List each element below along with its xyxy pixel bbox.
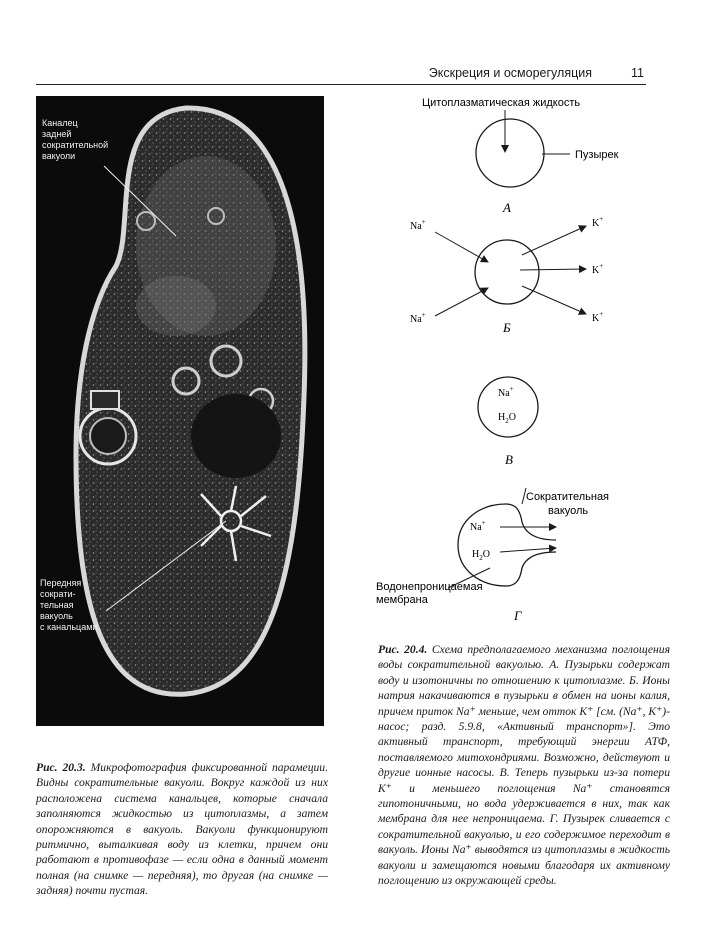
caption-text: Схема предполагаемого механизма поглощения воды сократительной вакуолью. А. Пузырьки содержат воду и изотоничны по отношению к цитоплазме. Б. Ионы натрия накачиваются в пузырьки в обмен на ионы калия, причем приток Na⁺ меньше, чем отток K⁺ [см. (Na⁺, K⁺)-насос; разд. 5.9.8, «Активный транспорт»]. Это активный транспорт, требующий энергии АТФ, поставляемого митохондриями. Возможно, действуют и другие ионные насосы. В. Теперь пузырьки из-за потери K⁺ и меньшего поглощения Na⁺ становятся гипотоничными, но вода удерживается в них, так как мембрана для нее непроницаема. Г. Пузырек сливается с сократительной вакуолью, и его содержимое переходит в вакуоль. Ионы Na⁺ выводятся из цитоплазмы в жидкость вакуоли и замещаются новыми благодаря их активному поглощению из окружающей среды. bbox=[378, 643, 670, 888]
arrow-water-out bbox=[500, 548, 556, 552]
label-vesicle: Пузырек bbox=[575, 149, 619, 161]
label-line: тельная bbox=[40, 600, 74, 610]
panel-g bbox=[376, 488, 609, 623]
label-line: сократительной bbox=[42, 140, 109, 150]
page-number: 11 bbox=[631, 66, 644, 80]
arrow-k-out-top bbox=[522, 226, 586, 255]
ion-na: Na+ bbox=[470, 519, 486, 533]
ion-k-middle: K+ bbox=[592, 262, 604, 276]
page-header bbox=[36, 64, 646, 85]
label-line: с канальцами bbox=[40, 622, 98, 632]
label-line: вакуоль bbox=[40, 611, 73, 621]
arrow-na-in-bottom bbox=[435, 288, 488, 316]
panel-b bbox=[410, 215, 603, 335]
caption-label: Рис. 20.4. bbox=[378, 643, 428, 656]
vesicle-circle bbox=[475, 240, 539, 304]
caption-fig-20-3 bbox=[36, 760, 328, 899]
label-membrane-line1: Водонепроницаемая bbox=[376, 581, 483, 593]
caption-text: Микрофотография фиксированной парамеции. Видны сократительные вакуоли. Вокруг каждой из них расположена система канальцев, которые сначала заполняются жидкостью из цитоплазмы, а затем опорожняются в вакуоль. Вакуоли функционируют ритмично, выталкивая воду из клетки, причем они работают в противофазе — если одна в данный момент полная (на снимке — передняя), то другая (на снимке — задняя) почти пустая. bbox=[36, 761, 328, 898]
caption-label: Рис. 20.3. bbox=[36, 761, 86, 774]
label-vacuole-line1: Сократительная bbox=[526, 491, 610, 503]
label-cytoplasm: Цитоплазматическая жидкость bbox=[422, 97, 581, 109]
label-membrane-line2: мембрана bbox=[376, 594, 428, 606]
label-line: задней bbox=[42, 129, 72, 139]
ion-k-bottom: K+ bbox=[592, 310, 604, 324]
panel-letter-a: А bbox=[503, 200, 511, 215]
label-anterior-vacuole bbox=[40, 578, 97, 633]
arrow-k-out-middle bbox=[520, 269, 586, 270]
panel-letter-b: Б bbox=[503, 320, 511, 335]
vesicle-fusing bbox=[458, 504, 556, 586]
vesicle-circle bbox=[478, 377, 538, 437]
ion-na-top: Na+ bbox=[410, 218, 426, 232]
label-posterior-canal bbox=[42, 118, 108, 162]
label-vacuole-line2: вакуоль bbox=[548, 505, 589, 517]
water: $H_2O$ bbox=[472, 549, 490, 562]
water: $H_2O$ bbox=[498, 412, 516, 425]
label-line: сократи- bbox=[40, 589, 76, 599]
ion-na: Na+ bbox=[498, 385, 514, 399]
panel-letter-g: Г bbox=[514, 608, 522, 623]
arrow-na-in-top bbox=[435, 232, 488, 262]
micrograph-paramecium bbox=[36, 96, 324, 726]
panel-a bbox=[422, 97, 619, 215]
arrow-k-out-bottom bbox=[522, 286, 586, 314]
panel-v bbox=[478, 377, 538, 467]
label-line: вакуоли bbox=[42, 151, 76, 161]
label-line: Канaлец bbox=[42, 118, 78, 128]
ion-k-top: K+ bbox=[592, 215, 604, 229]
label-line: Передняя bbox=[40, 578, 82, 588]
section-title: Экскреция и осморегуляция bbox=[428, 66, 592, 80]
ion-na-bottom: Na+ bbox=[410, 311, 426, 325]
panel-letter-v: В bbox=[505, 452, 513, 467]
vesicle-circle bbox=[476, 119, 544, 187]
vacuole-mechanism-diagram bbox=[330, 90, 670, 630]
caption-fig-20-4 bbox=[378, 642, 670, 889]
